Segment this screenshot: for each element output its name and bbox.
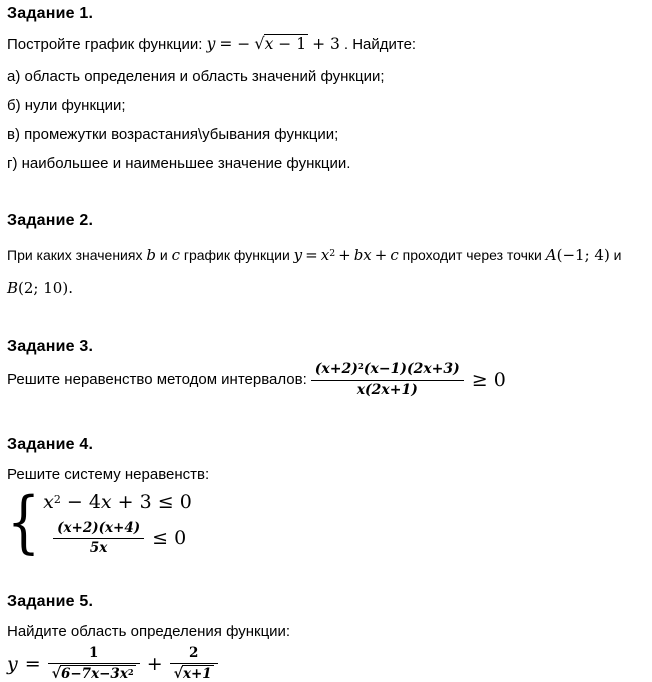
system-rows bbox=[43, 490, 192, 557]
task-1-item-a: а) область определения и область значений функции; bbox=[7, 68, 385, 85]
exponent: 2 bbox=[53, 493, 61, 507]
task-3-inequality bbox=[7, 361, 644, 399]
exponent: 2 bbox=[357, 362, 364, 373]
task-4-title: Задание 4. bbox=[7, 436, 94, 453]
equals-minus-operator: = − bbox=[219, 35, 251, 53]
task-4-fraction bbox=[53, 520, 144, 557]
task-1-item-b: б) нули функции; bbox=[7, 97, 126, 114]
denominator bbox=[170, 664, 218, 682]
task-2 bbox=[7, 211, 644, 304]
var-bx: bx bbox=[353, 246, 372, 264]
task-5 bbox=[7, 592, 644, 682]
numerator: 2 bbox=[170, 645, 218, 664]
radicand-text: 6−7x−3x bbox=[60, 665, 128, 682]
task-4-lead: Решите систему неравенств: bbox=[7, 466, 210, 483]
numerator-part-1: (x+2) bbox=[314, 361, 358, 377]
task-1 bbox=[7, 4, 644, 173]
system-row-2 bbox=[53, 520, 192, 557]
task-1-intro bbox=[7, 32, 644, 57]
point-B bbox=[7, 279, 73, 297]
task-1-item-g: г) наибольшее и наименьшее значение функции. bbox=[7, 155, 351, 172]
denominator: 5x bbox=[89, 539, 108, 556]
task-3 bbox=[7, 337, 644, 399]
var-y: y bbox=[206, 35, 216, 53]
var-c: c bbox=[390, 246, 399, 264]
less-equal-zero: ≤ 0 bbox=[152, 527, 187, 550]
equals-operator: = bbox=[305, 246, 318, 264]
radical-sign-icon: √ bbox=[254, 34, 265, 53]
radicand bbox=[264, 34, 308, 54]
task-5-formula bbox=[7, 645, 644, 682]
task-3-lead: Решите неравенство методом интервалов: bbox=[7, 371, 307, 388]
var-B: B bbox=[7, 279, 19, 297]
numerator: (x+2)(x+4) bbox=[53, 520, 144, 539]
greater-equal-zero: ≥ 0 bbox=[471, 369, 506, 391]
task-2-text-4: проходит через точки bbox=[398, 247, 546, 263]
task-1-intro-prefix: Постройте график функции: bbox=[7, 36, 207, 53]
var-y: y bbox=[293, 246, 303, 264]
numerator bbox=[311, 361, 464, 381]
task-2-formula bbox=[294, 246, 399, 264]
task-2-text-2: и bbox=[155, 247, 172, 263]
system-row-1 bbox=[43, 490, 192, 517]
var-x: x bbox=[43, 491, 54, 513]
fraction-1 bbox=[48, 645, 140, 682]
task-1-intro-suffix: . Найдите: bbox=[343, 36, 417, 53]
var-b: b bbox=[146, 246, 156, 264]
numerator: 1 bbox=[48, 645, 140, 664]
task-1-title: Задание 1. bbox=[7, 5, 94, 22]
exponent: 2 bbox=[329, 247, 336, 259]
task-2-text-1: При каких значениях bbox=[7, 247, 147, 263]
plus-operator: + bbox=[338, 246, 351, 264]
row-1-part-1: − 4 bbox=[60, 491, 101, 513]
plus-operator: + bbox=[374, 246, 388, 264]
square-root bbox=[254, 32, 308, 56]
task-3-fraction bbox=[311, 361, 464, 399]
var-x: x bbox=[100, 491, 112, 513]
numerator-part-2: (x−1)(2x+3) bbox=[363, 361, 460, 377]
fraction-2 bbox=[170, 645, 218, 682]
radicand-rest: − 1 bbox=[273, 35, 307, 53]
radical-sign-icon: √ bbox=[173, 665, 183, 682]
square-root bbox=[174, 665, 214, 682]
task-3-title: Задание 3. bbox=[7, 338, 94, 355]
task-1-formula bbox=[207, 35, 344, 53]
system-of-inequalities bbox=[7, 484, 644, 563]
var-x: x bbox=[264, 35, 274, 53]
equals-operator: = bbox=[24, 653, 41, 676]
task-2-line-2 bbox=[7, 273, 644, 304]
task-2-text-5: и bbox=[609, 247, 622, 263]
task-5-lead: Найдите область определения функции: bbox=[7, 622, 291, 640]
row-1-part-2: + 3 ≤ 0 bbox=[111, 491, 192, 513]
var-x: x bbox=[320, 246, 330, 264]
var-c: c bbox=[171, 246, 180, 264]
var-A: A bbox=[545, 246, 557, 264]
radicand bbox=[60, 665, 136, 682]
point-A bbox=[546, 246, 610, 264]
square-root bbox=[52, 665, 136, 682]
plus-operator: + bbox=[146, 653, 163, 676]
radical-sign-icon: √ bbox=[51, 665, 61, 682]
denominator bbox=[48, 664, 140, 682]
denominator: x(2x+1) bbox=[356, 381, 418, 398]
exponent: 2 bbox=[127, 667, 134, 678]
task-1-item-v: в) промежутки возрастания\убывания функции; bbox=[7, 126, 339, 143]
task-2-text bbox=[7, 240, 644, 304]
task-5-title: Задание 5. bbox=[7, 592, 94, 610]
point-A-coords: (−1; 4) bbox=[556, 246, 610, 264]
radicand: x+1 bbox=[182, 665, 212, 682]
system-brace-icon: { bbox=[7, 484, 41, 563]
task-2-text-3: график функции bbox=[179, 247, 294, 263]
point-B-coords: (2; 10). bbox=[18, 279, 73, 297]
task-4 bbox=[7, 435, 644, 563]
plus-three: + 3 bbox=[312, 35, 340, 53]
task-2-title: Задание 2. bbox=[7, 212, 94, 229]
var-y: y bbox=[7, 653, 18, 676]
